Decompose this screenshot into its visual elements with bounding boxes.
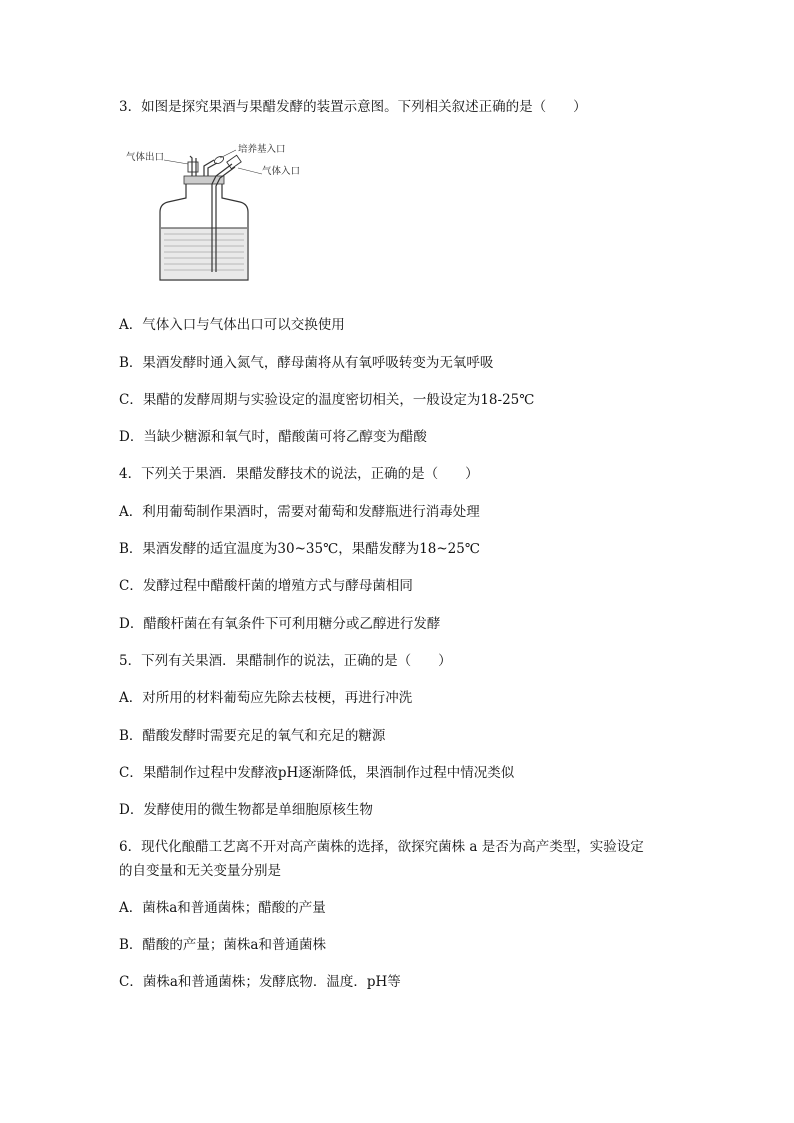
- q3-option-b: B．果酒发酵时通入氮气，酵母菌将从有氧呼吸转变为无氧呼吸: [119, 355, 494, 371]
- q6-option-a: A．菌株a和普通菌株；醋酸的产量: [119, 900, 326, 916]
- q5-stem: 5．下列有关果酒．果醋制作的说法，正确的是（ ）: [119, 653, 452, 669]
- q3-option-d: D．当缺少糖源和氧气时，醋酸菌可将乙醇变为醋酸: [119, 429, 427, 445]
- q6-stem-line2: 的自变量和无关变量分别是: [119, 863, 281, 879]
- q4-option-d: D．醋酸杆菌在有氧条件下可利用糖分或乙醇进行发酵: [119, 616, 441, 632]
- q5-option-a: A．对所用的材料葡萄应先除去枝梗，再进行冲洗: [119, 690, 413, 706]
- q3-option-a: A．气体入口与气体出口可以交换使用: [119, 317, 345, 333]
- q5-option-d: D．发酵使用的微生物都是单细胞原核生物: [119, 802, 373, 818]
- q6-option-b: B．醋酸的产量；菌株a和普通菌株: [119, 937, 326, 953]
- gas-outlet-tube: [190, 156, 192, 176]
- q3-stem: 3．如图是探究果酒与果醋发酵的装置示意图。下列相关叙述正确的是（ ）: [119, 99, 587, 115]
- q4-stem: 4．下列关于果酒．果醋发酵技术的说法，正确的是（ ）: [119, 466, 479, 482]
- q6-option-c: C．菌株a和普通菌株；发酵底物．温度．pH等: [119, 974, 401, 990]
- label-gas-outlet: 气体出口: [126, 152, 165, 163]
- liquid: [161, 228, 247, 279]
- q3-option-c: C．果醋的发酵周期与实验设定的温度密切相关，一般设定为18-25℃: [119, 392, 535, 408]
- fermentation-apparatus-figure: [124, 140, 324, 290]
- q4-option-b: B．果酒发酵的适宜温度为30~35℃，果醋发酵为18~25℃: [119, 541, 480, 557]
- q6-stem-line1: 6．现代化酿醋工艺离不开对高产菌株的选择，欲探究菌株 a 是否为高产类型，实验设定: [119, 839, 644, 855]
- q4-option-a: A．利用葡萄制作果酒时，需要对葡萄和发酵瓶进行消毒处理: [119, 504, 480, 520]
- q5-option-c: C．果醋制作过程中发酵液pH逐渐降低，果酒制作过程中情况类似: [119, 765, 515, 781]
- label-gas-inlet: 气体入口: [262, 166, 301, 177]
- q5-option-b: B．醋酸发酵时需要充足的氧气和充足的糖源: [119, 728, 386, 744]
- apparatus-diagram: [124, 140, 324, 290]
- label-medium-inlet: 培养基入口: [238, 144, 286, 155]
- q4-option-c: C．发酵过程中醋酸杆菌的增殖方式与酵母菌相同: [119, 578, 413, 594]
